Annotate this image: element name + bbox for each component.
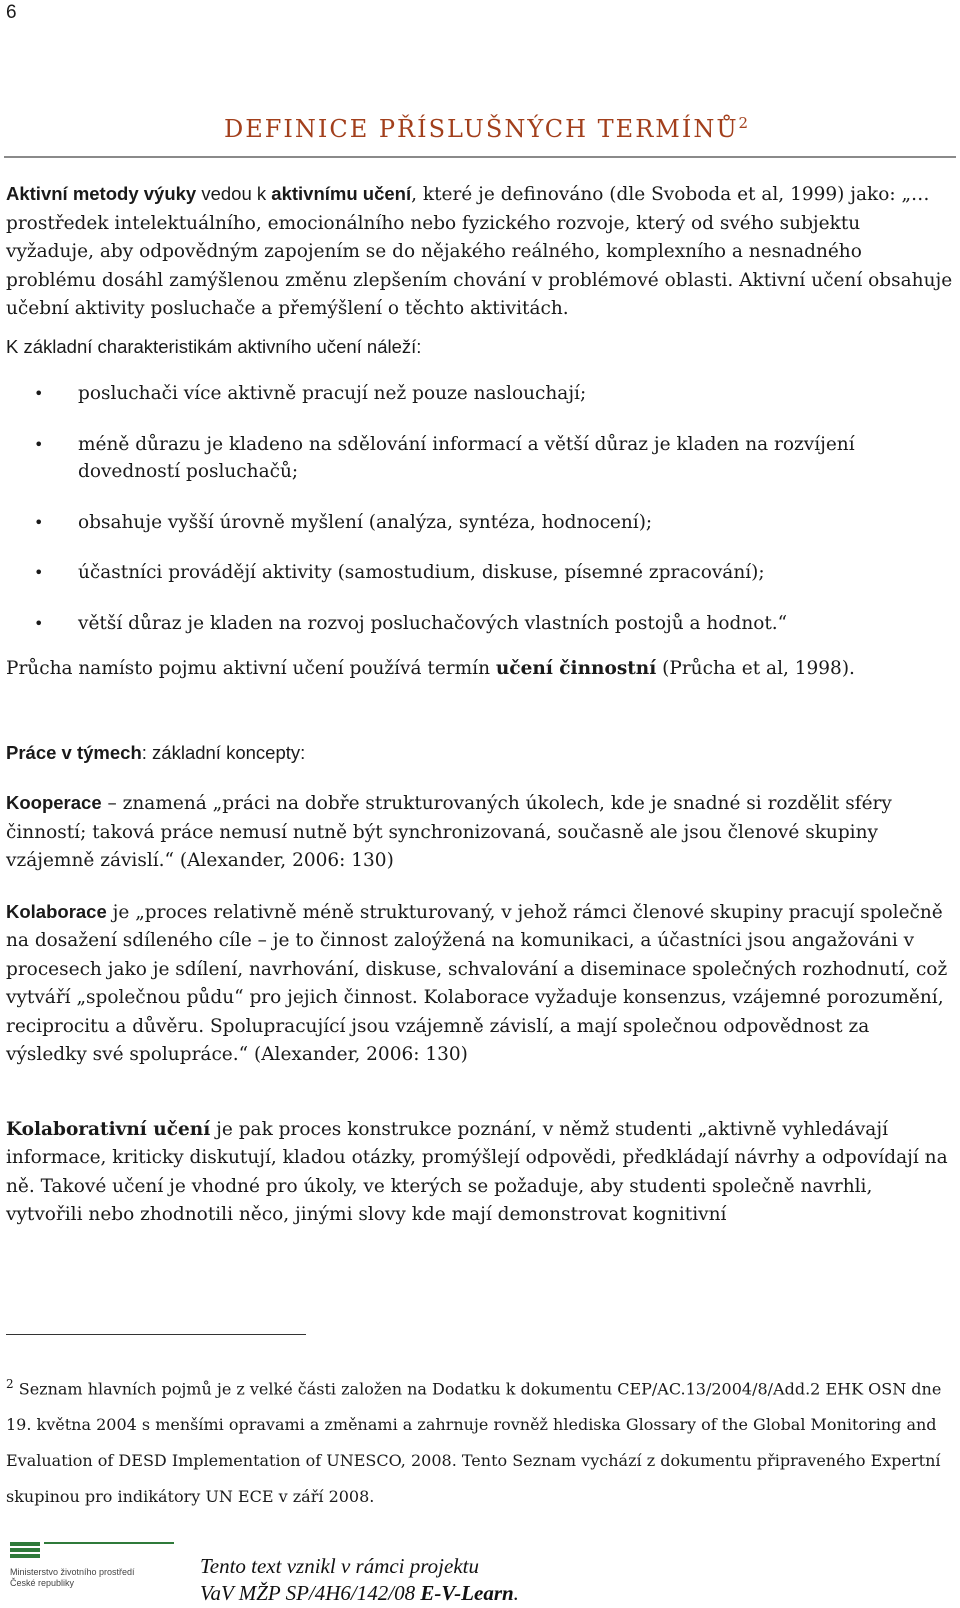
ministry-logo [10, 1540, 180, 1596]
characteristics-intro: K základní charakteristikám aktivního učení náleží: [6, 335, 422, 357]
text-fragment: (Průcha et al, 1998). [656, 658, 855, 679]
text-fragment: , které je definováno (dle Svoboda et al, 1999) jako: „…prostředek intelektuálního, emocionálního nebo fyzického rozvoje, který od svého subjektu vyžaduje, aby odpovědným zapojením se do nějakého reálného, komplexního a nesnadného problému dosáhl zamýšlenou změnu zlepšením chování v problémové oblasti. Aktivní učení obsahuje učební aktivity posluchače a přemýšlení o těchto aktivitách. [6, 184, 953, 319]
footnote [6, 1366, 956, 1515]
text-fragment: VaV MŽP SP/4H6/142/08 [200, 1581, 421, 1605]
footnote-number: 2 [6, 1377, 14, 1391]
paragraph-collaborative-learning [6, 1115, 954, 1229]
paragraph-active-learning [6, 180, 954, 323]
term-collaborative-learning: Kolaborativní učení [6, 1118, 211, 1140]
logo-line-1: Ministerstvo životního prostředí [10, 1567, 135, 1577]
main-content [6, 180, 954, 1229]
footnote-reference: 2 [738, 114, 749, 132]
term-activity-learning: učení činnostní [495, 658, 657, 679]
text-fragment: – znamená „práci na dobře strukturovaných úkolech, kde je snadné si rozdělit sféry činností; taková práce nemusí nutně být synchronizovaná, současně ale jsou členové skupiny vzájemně závislí.“ (Alexander, 2006: 130) [6, 793, 892, 871]
list-item: • účastníci provádějí aktivity (samostudium, diskuse, písemné zpracování); [6, 559, 954, 587]
footnote-text: Seznam hlavních pojmů je z velké části založen na Dodatku k dokumentu CEP/AC.13/2004/8/Add.2 EHK OSN dne 19. května 2004 s menšími opravami a změnami a zahrnuje rovněž hlediska Glossary of the Global Monitoring and Evaluation of DESD Implementation of UNESCO, 2008. Tento Seznam vychází z dokumentu připraveného Expertní skupinou pro indikátory UN ECE v září 2008. [6, 1379, 942, 1507]
project-name: E-V-Learn [420, 1581, 514, 1605]
paragraph-prucha [6, 654, 954, 683]
project-line-2 [200, 1580, 519, 1607]
page-title-text: DEFINICE PŘÍSLUŠNÝCH TERMÍNŮ [224, 115, 739, 143]
term-active-learning: aktivnímu učení [271, 183, 412, 204]
term-collaboration: Kolaborace [6, 900, 107, 922]
footnote-divider [6, 1334, 306, 1335]
title-divider [4, 156, 956, 158]
term-active-methods: Aktivní metody výuky [6, 183, 197, 204]
paragraph-cooperation [6, 789, 954, 875]
text-fragment: je pak proces konstrukce poznání, v němž studenti „aktivně vyhledávají informace, kriticky diskutují, kladou otázky, promýšlejí odpovědi, předkládají návrhy a odpovídají na ně. Takové učení je vhodné pro úkoly, ve kterých se požaduje, aby studenti společně navrhli, vytvořili nebo zhodnotili něco, jinými slovy kde mají demonstrovat kognitivní [6, 1118, 948, 1225]
term-teamwork: Práce v týmech [6, 741, 142, 763]
paragraph-collaboration [6, 898, 954, 1069]
page-title [224, 114, 748, 143]
page-number: 6 [6, 2, 17, 23]
text-fragment: : základní koncepty: [141, 741, 306, 763]
characteristics-list [6, 380, 954, 637]
teamwork-heading [6, 739, 954, 767]
project-line-1: Tento text vznikl v rámci projektu [200, 1554, 479, 1578]
term-cooperation: Kooperace [6, 792, 102, 813]
list-item: • větší důraz je kladen na rozvoj posluchačových vlastních postojů a hodnot.“ [6, 610, 954, 638]
text-fragment: Průcha namísto pojmu aktivní učení používá termín [6, 658, 496, 679]
logo-line-2: České republiky [10, 1578, 75, 1588]
text-fragment: vedou k [196, 183, 272, 204]
project-note [200, 1553, 519, 1607]
list-item: • méně důrazu je kladeno na sdělování informací a větší důraz je kladen na rozvíjení dovedností posluchačů; [6, 431, 954, 486]
ministry-emblem-icon [10, 1540, 180, 1562]
list-item: • obsahuje vyšší úrovně myšlení (analýza, syntéza, hodnocení); [6, 509, 954, 537]
text-fragment: je „proces relativně méně strukturovaný, v jehož rámci členové skupiny pracují společně na dosažení sdíleného cíle – je to činnost zaloýžená na komunikaci, a účastníci jsou angažováni v procesech jako je sdílení, navrhování, diskuse, schvalování a diseminace společných rozhodnutí, což vytváří „společnou půdu“ pro jejich činnost. Kolaborace vyžaduje konsenzus, vzájemné porozumění, reciprocitu a důvěru. Spolupracující jsou vzájemně závislí, a mají společnou odpovědnost za výsledky své spolupráce.“ (Alexander, 2006: 130) [6, 901, 948, 1065]
text-fragment: . [513, 1581, 519, 1605]
list-item: • posluchači více aktivně pracují než pouze naslouchají; [6, 380, 954, 408]
